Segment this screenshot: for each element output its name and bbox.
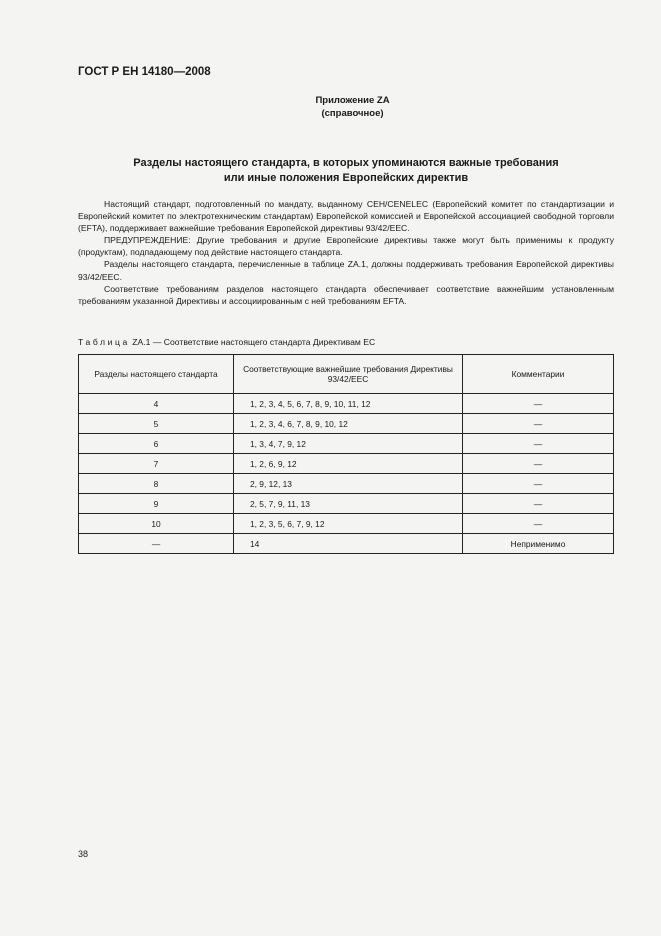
cell-requirements: 1, 2, 6, 9, 12 [234,454,463,474]
annex-title: Приложение ZA [315,95,390,106]
table-header-row [79,355,614,394]
cell-comment: — [463,434,614,454]
cell-requirements: 1, 2, 3, 5, 6, 7, 9, 12 [234,514,463,534]
table-row [79,434,614,454]
table-row [79,514,614,534]
table-row [79,414,614,434]
paragraph: Настоящий стандарт, подготовленный по мандату, выданному CEH/CENELEC (Европейский комитет по стандартизации и Европейский комитет по электротехническим стандартам) Европейской комиссией и Европейской ассоциацией свободной торговли (EFTA), поддерживает важнейшие требования Европейской директивы 93/42/EEC. [78,199,614,234]
paragraph: Разделы настоящего стандарта, перечисленные в таблице ZA.1, должны поддерживать требования Европейской директивы 93/42/EEC. [78,259,614,282]
cell-comment: — [463,474,614,494]
cell-requirements: 1, 2, 3, 4, 6, 7, 8, 9, 10, 12 [234,414,463,434]
table-caption-word: Таблица [78,337,130,347]
cell-section: 8 [79,474,234,494]
cell-comment: — [463,394,614,414]
cell-section: 5 [79,414,234,434]
column-header-sections: Разделы настоящего стандарта [79,355,234,394]
section-title-line-1: Разделы настоящего стандарта, в которых упоминаются важные требования [133,157,559,169]
column-header-comments: Комментарии [463,355,614,394]
cell-section: 7 [79,454,234,474]
cell-requirements: 2, 9, 12, 13 [234,474,463,494]
cell-section: 10 [79,514,234,534]
table-row [79,534,614,554]
annex-type: (справочное) [321,108,384,119]
cell-comment: — [463,414,614,434]
section-title-line-2: или иные положения Европейских директив [223,172,469,184]
cell-section: 6 [79,434,234,454]
cell-comment: — [463,514,614,534]
paragraph: ПРЕДУПРЕЖДЕНИЕ: Другие требования и другие Европейские директивы также могут быть применимы к продукту (продуктам), подпадающему под действие настоящего стандарта. [78,235,614,258]
cell-requirements: 2, 5, 7, 9, 11, 13 [234,494,463,514]
body-text [78,198,614,307]
table-row [79,454,614,474]
cell-section: 4 [79,394,234,414]
cell-comment: — [463,494,614,514]
column-header-requirements: Соответствующие важнейшие требования Директивы 93/42/EEC [234,355,463,394]
cell-comment: — [463,454,614,474]
table-row [79,474,614,494]
cell-comment: Неприменимо [463,534,614,554]
cell-section: 9 [79,494,234,514]
cell-requirements: 1, 2, 3, 4, 5, 6, 7, 8, 9, 10, 11, 12 [234,394,463,414]
table-caption-text: ZA.1 — Соответствие настоящего стандарта Директивам ЕС [129,337,376,347]
cell-requirements: 14 [234,534,463,554]
page-number: 38 [78,849,89,859]
table-row [79,494,614,514]
cell-requirements: 1, 3, 4, 7, 9, 12 [234,434,463,454]
cell-section: — [79,534,234,554]
correspondence-table [78,354,614,554]
standard-code-header: ГОСТ Р ЕН 14180—2008 [78,66,211,78]
table-caption [78,337,375,347]
table-row [79,394,614,414]
paragraph: Соответствие требованиям разделов настоящего стандарта обеспечивает соответствие важнейшим установленным требованиям указанной Директивы и ассоциированным с ней требованиям EFTA. [78,283,614,306]
